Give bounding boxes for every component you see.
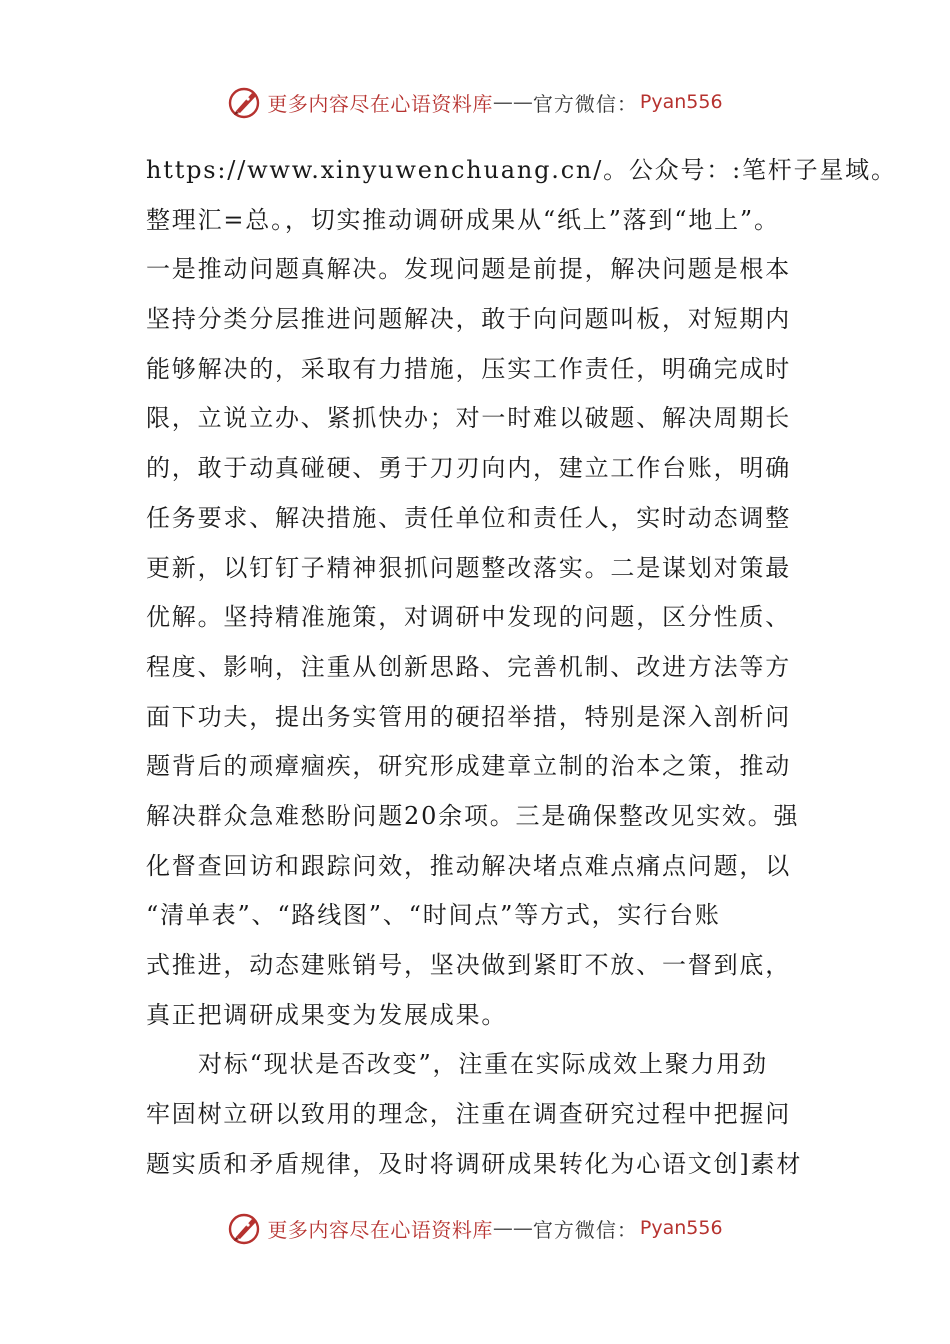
header-site-name: 更多内容尽在心语资料库 [267,91,493,116]
pen-nib-circle-icon [227,1210,263,1246]
body-line: 式推进，动态建账销号，坚决做到紧盯不放、一督到底， [146,951,791,979]
footer-site-name: 更多内容尽在心语资料库 [267,1217,493,1242]
body-line: “清单表”、“路线图”、“时间点”等方式，实行台账 [146,901,721,930]
document-body [146,146,897,1189]
body-line: 面下功夫，提出务实管用的硬招举措，特别是深入剖析问 [146,702,791,731]
body-line: 的，敢于动真碰硬、勇于刀刃向内，建立工作台账，明确 [146,454,791,483]
body-line: 优解。坚持精准施策，对调研中发现的问题，区分性质、 [146,603,791,632]
body-line: 限，立说立办、紧抓快办；对一时难以破题、解决周期长 [146,404,791,433]
body-line: 一是推动问题真解决。发现问题是前提，解决问题是根本 [146,255,791,284]
body-line: https://www.xinyuwenchuang.cn/。公众号：:笔杆子星域。 [146,156,897,184]
footer-wechat-handle: Pyan556 [639,1217,723,1239]
header-wechat-handle: Pyan556 [639,91,723,113]
body-line: 对标“现状是否改变”，注重在实际成效上聚力用劲 [198,1050,768,1079]
footer-dash: —— [492,1216,533,1240]
body-line: 化督查回访和跟踪问效，推动解决堵点难点痛点问题，以 [146,851,791,880]
body-line: 整理汇=总。，切实推动调研成果从“纸上”落到“地上”。 [146,205,780,234]
body-line: 更新，以钉钉子精神狠抓问题整改落实。二是谋划对策最 [146,553,791,582]
body-line: 解决群众急难愁盼问题20余项。三是确保整改见实效。强 [146,801,800,830]
footer-wechat-label: 官方微信： [532,1217,638,1242]
pen-nib-circle-icon [227,84,263,120]
footer-banner [0,1208,950,1248]
body-line: 题实质和矛盾规律，及时将调研成果转化为心语文创]素材 [146,1149,803,1178]
body-line: 题背后的顽瘴痼疾，研究形成建章立制的治本之策，推动 [146,752,791,781]
body-line: 能够解决的，采取有力措施，压实工作责任，明确完成时 [146,354,791,383]
body-line: 牢固树立研以致用的理念，注重在调查研究过程中把握问 [146,1100,791,1129]
header-dash: —— [492,90,533,114]
header-banner [0,82,950,122]
body-line: 坚持分类分层推进问题解决，敢于向问题叫板，对短期内 [146,305,791,334]
body-line: 程度、影响，注重从创新思路、完善机制、改进方法等方 [146,652,791,681]
body-line: 真正把调研成果变为发展成果。 [146,1000,508,1029]
header-wechat-label: 官方微信： [532,91,638,116]
body-line: 任务要求、解决措施、责任单位和责任人，实时动态调整 [146,503,791,532]
